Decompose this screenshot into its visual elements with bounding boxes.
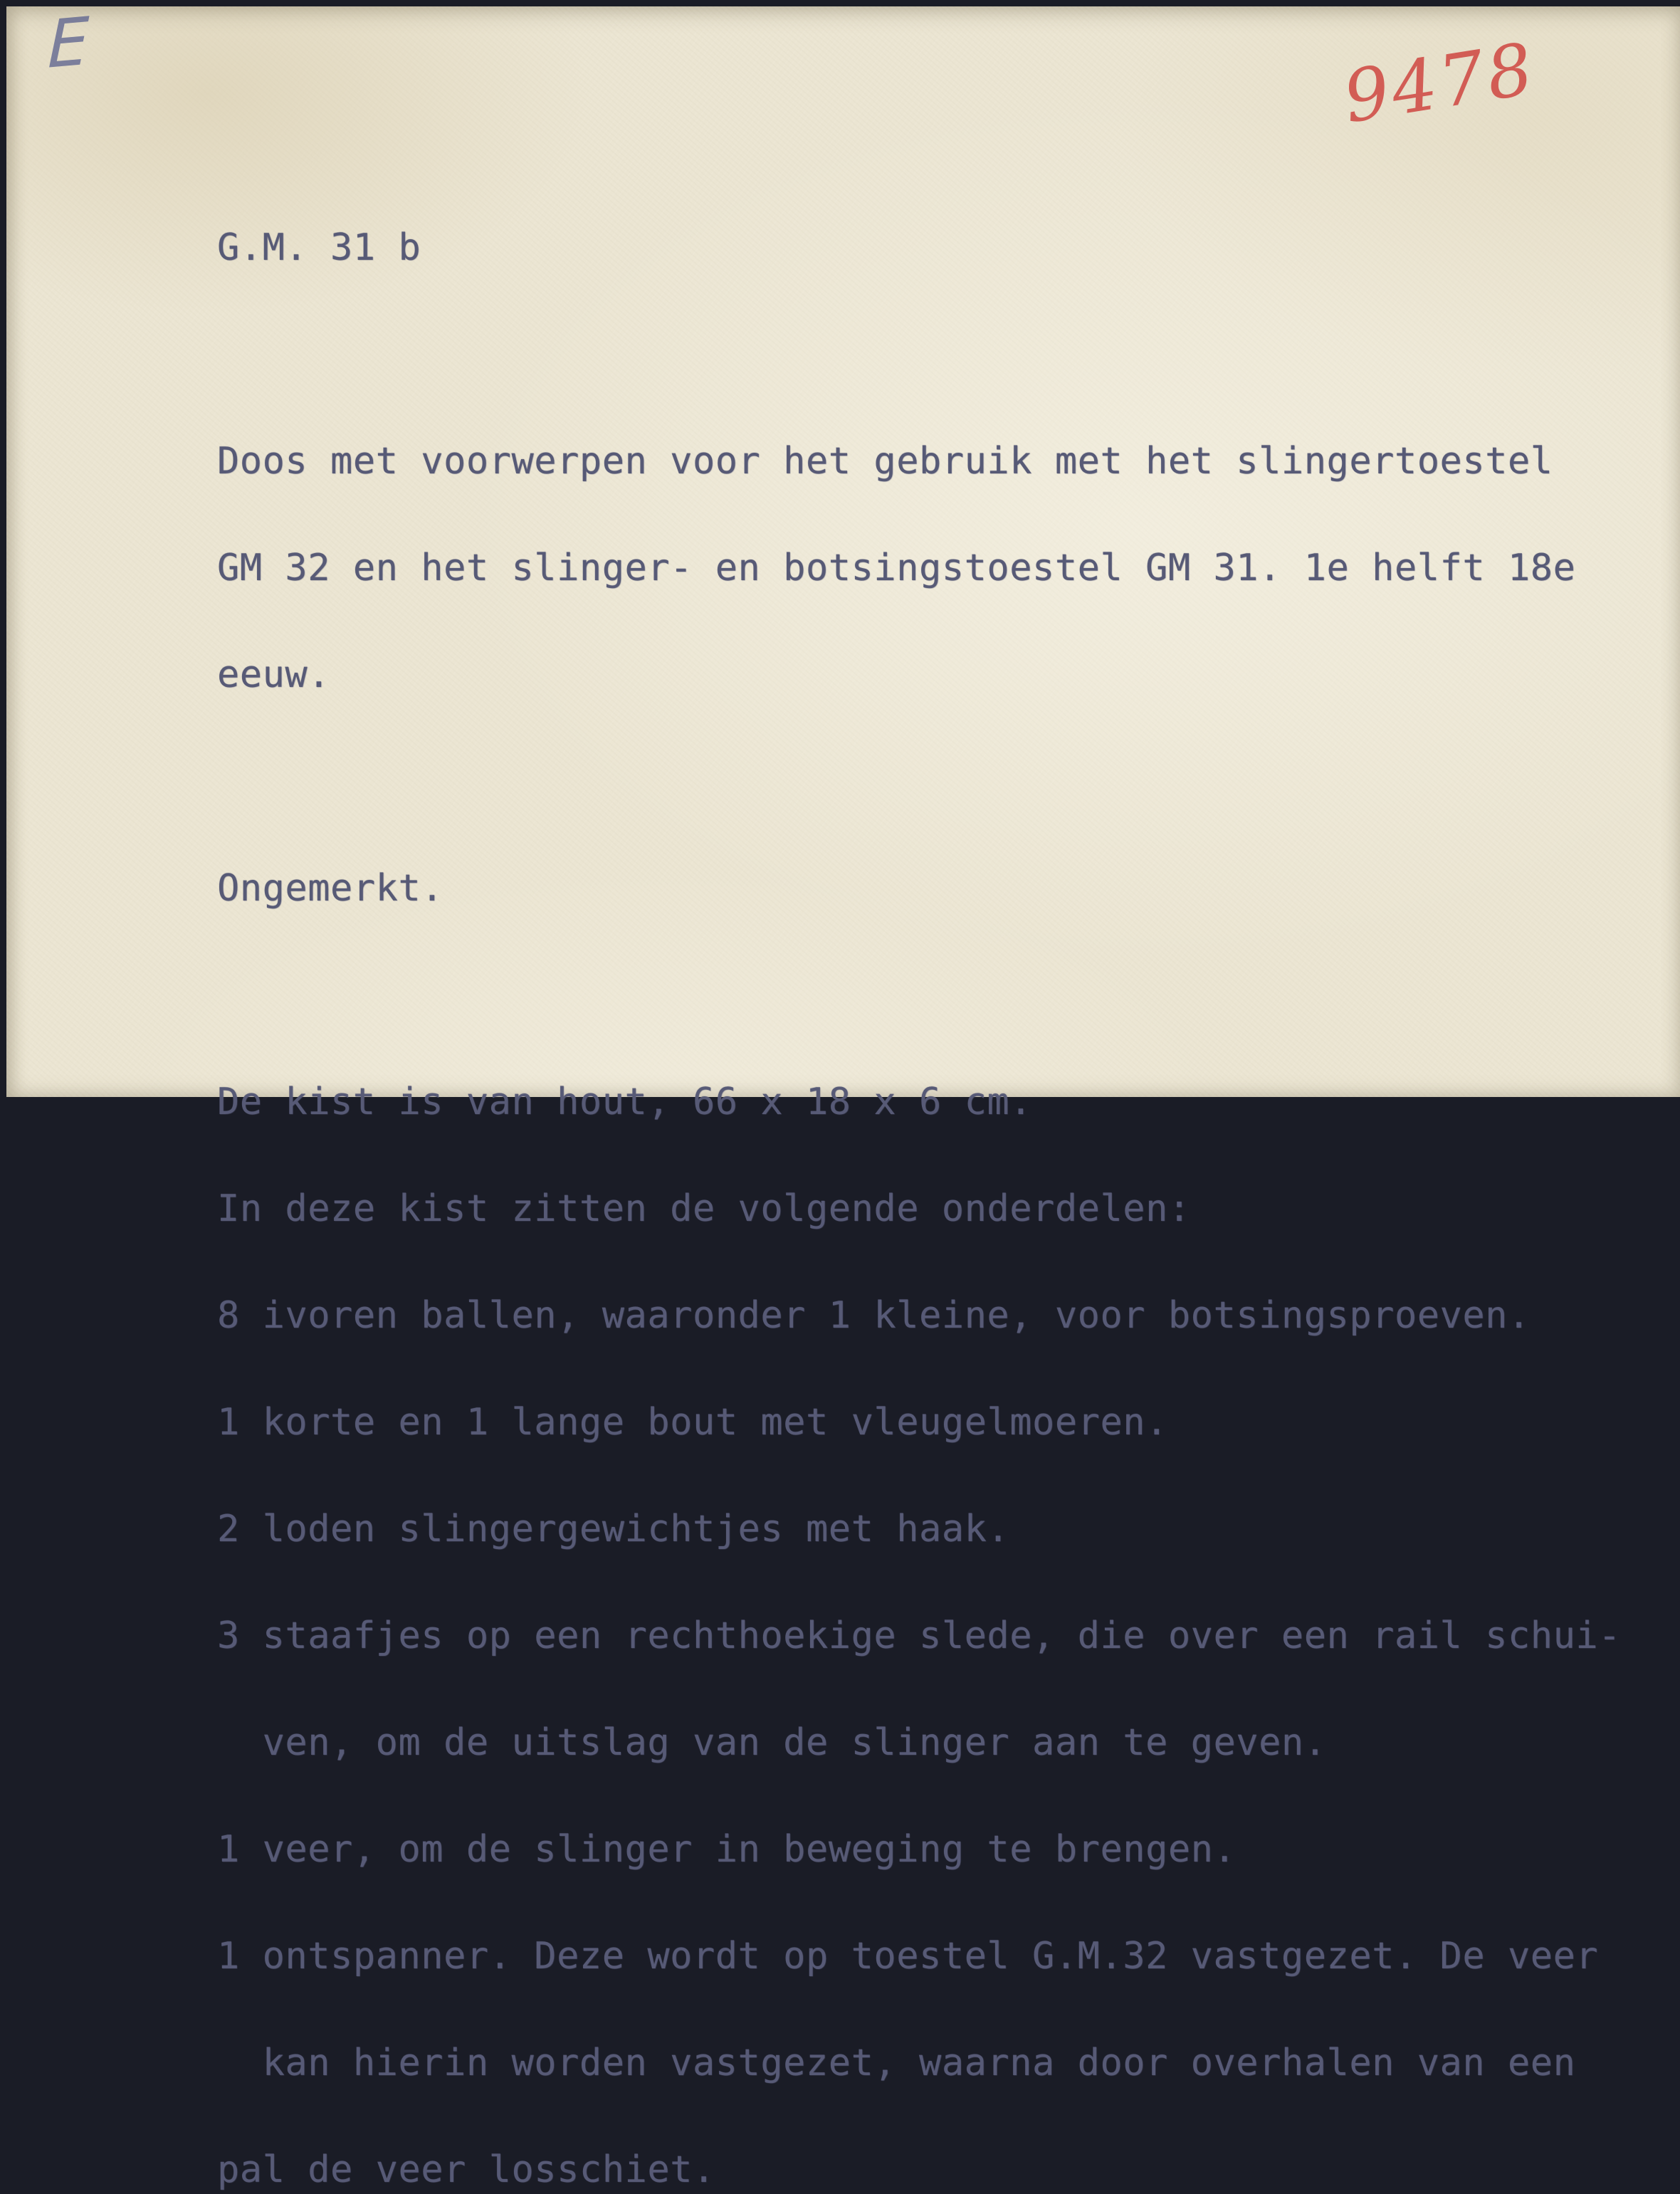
typed-line-blank [217,764,1621,799]
typed-line: ven, om de uitslag van de slinger aan te geven. [217,1721,1327,1764]
typed-line: Doos met voorwerpen voor het gebruik met het slingertoestel [217,440,1553,483]
typed-text-block [217,159,1621,2194]
typed-line: 2 loden slingergewichtjes met haak. [217,1508,1010,1550]
typed-line: kan hierin worden vastgezet, waarna door overhalen van een [217,2042,1576,2084]
typed-line: In deze kist zitten de volgende onderdelen: [217,1187,1191,1230]
typed-line: pal de veer losschiet. [217,2148,715,2191]
typed-line: Ongemerkt. [217,867,444,910]
typed-line: De kist is van hout, 66 x 18 x 6 cm. [217,1081,1033,1123]
typed-line-blank [217,977,1621,1013]
typed-line: 1 korte en 1 lange bout met vleugelmoeren. [217,1401,1168,1444]
handwritten-inventory-number: 9478 [1338,26,1541,140]
typed-line: 3 staafjes op een rechthoekige slede, die over een rail schui- [217,1615,1622,1657]
typed-line-blank [217,337,1621,372]
typed-line: GM 32 en het slinger- en botsingstoestel GM 31. 1e helft 18e [217,547,1576,589]
typed-line-header: G.M. 31 b [217,226,421,269]
typed-line: 8 ivoren ballen, waaronder 1 kleine, voor botsingsproeven. [217,1294,1531,1337]
handwritten-classification-letter: E [47,3,90,83]
typed-line: 1 veer, om de slinger in beweging te brengen. [217,1828,1237,1871]
typed-line: eeuw. [217,654,331,696]
typed-line: 1 ontspanner. Deze wordt op toestel G.M.32 vastgezet. De veer [217,1935,1599,1978]
index-card [6,3,1680,2191]
